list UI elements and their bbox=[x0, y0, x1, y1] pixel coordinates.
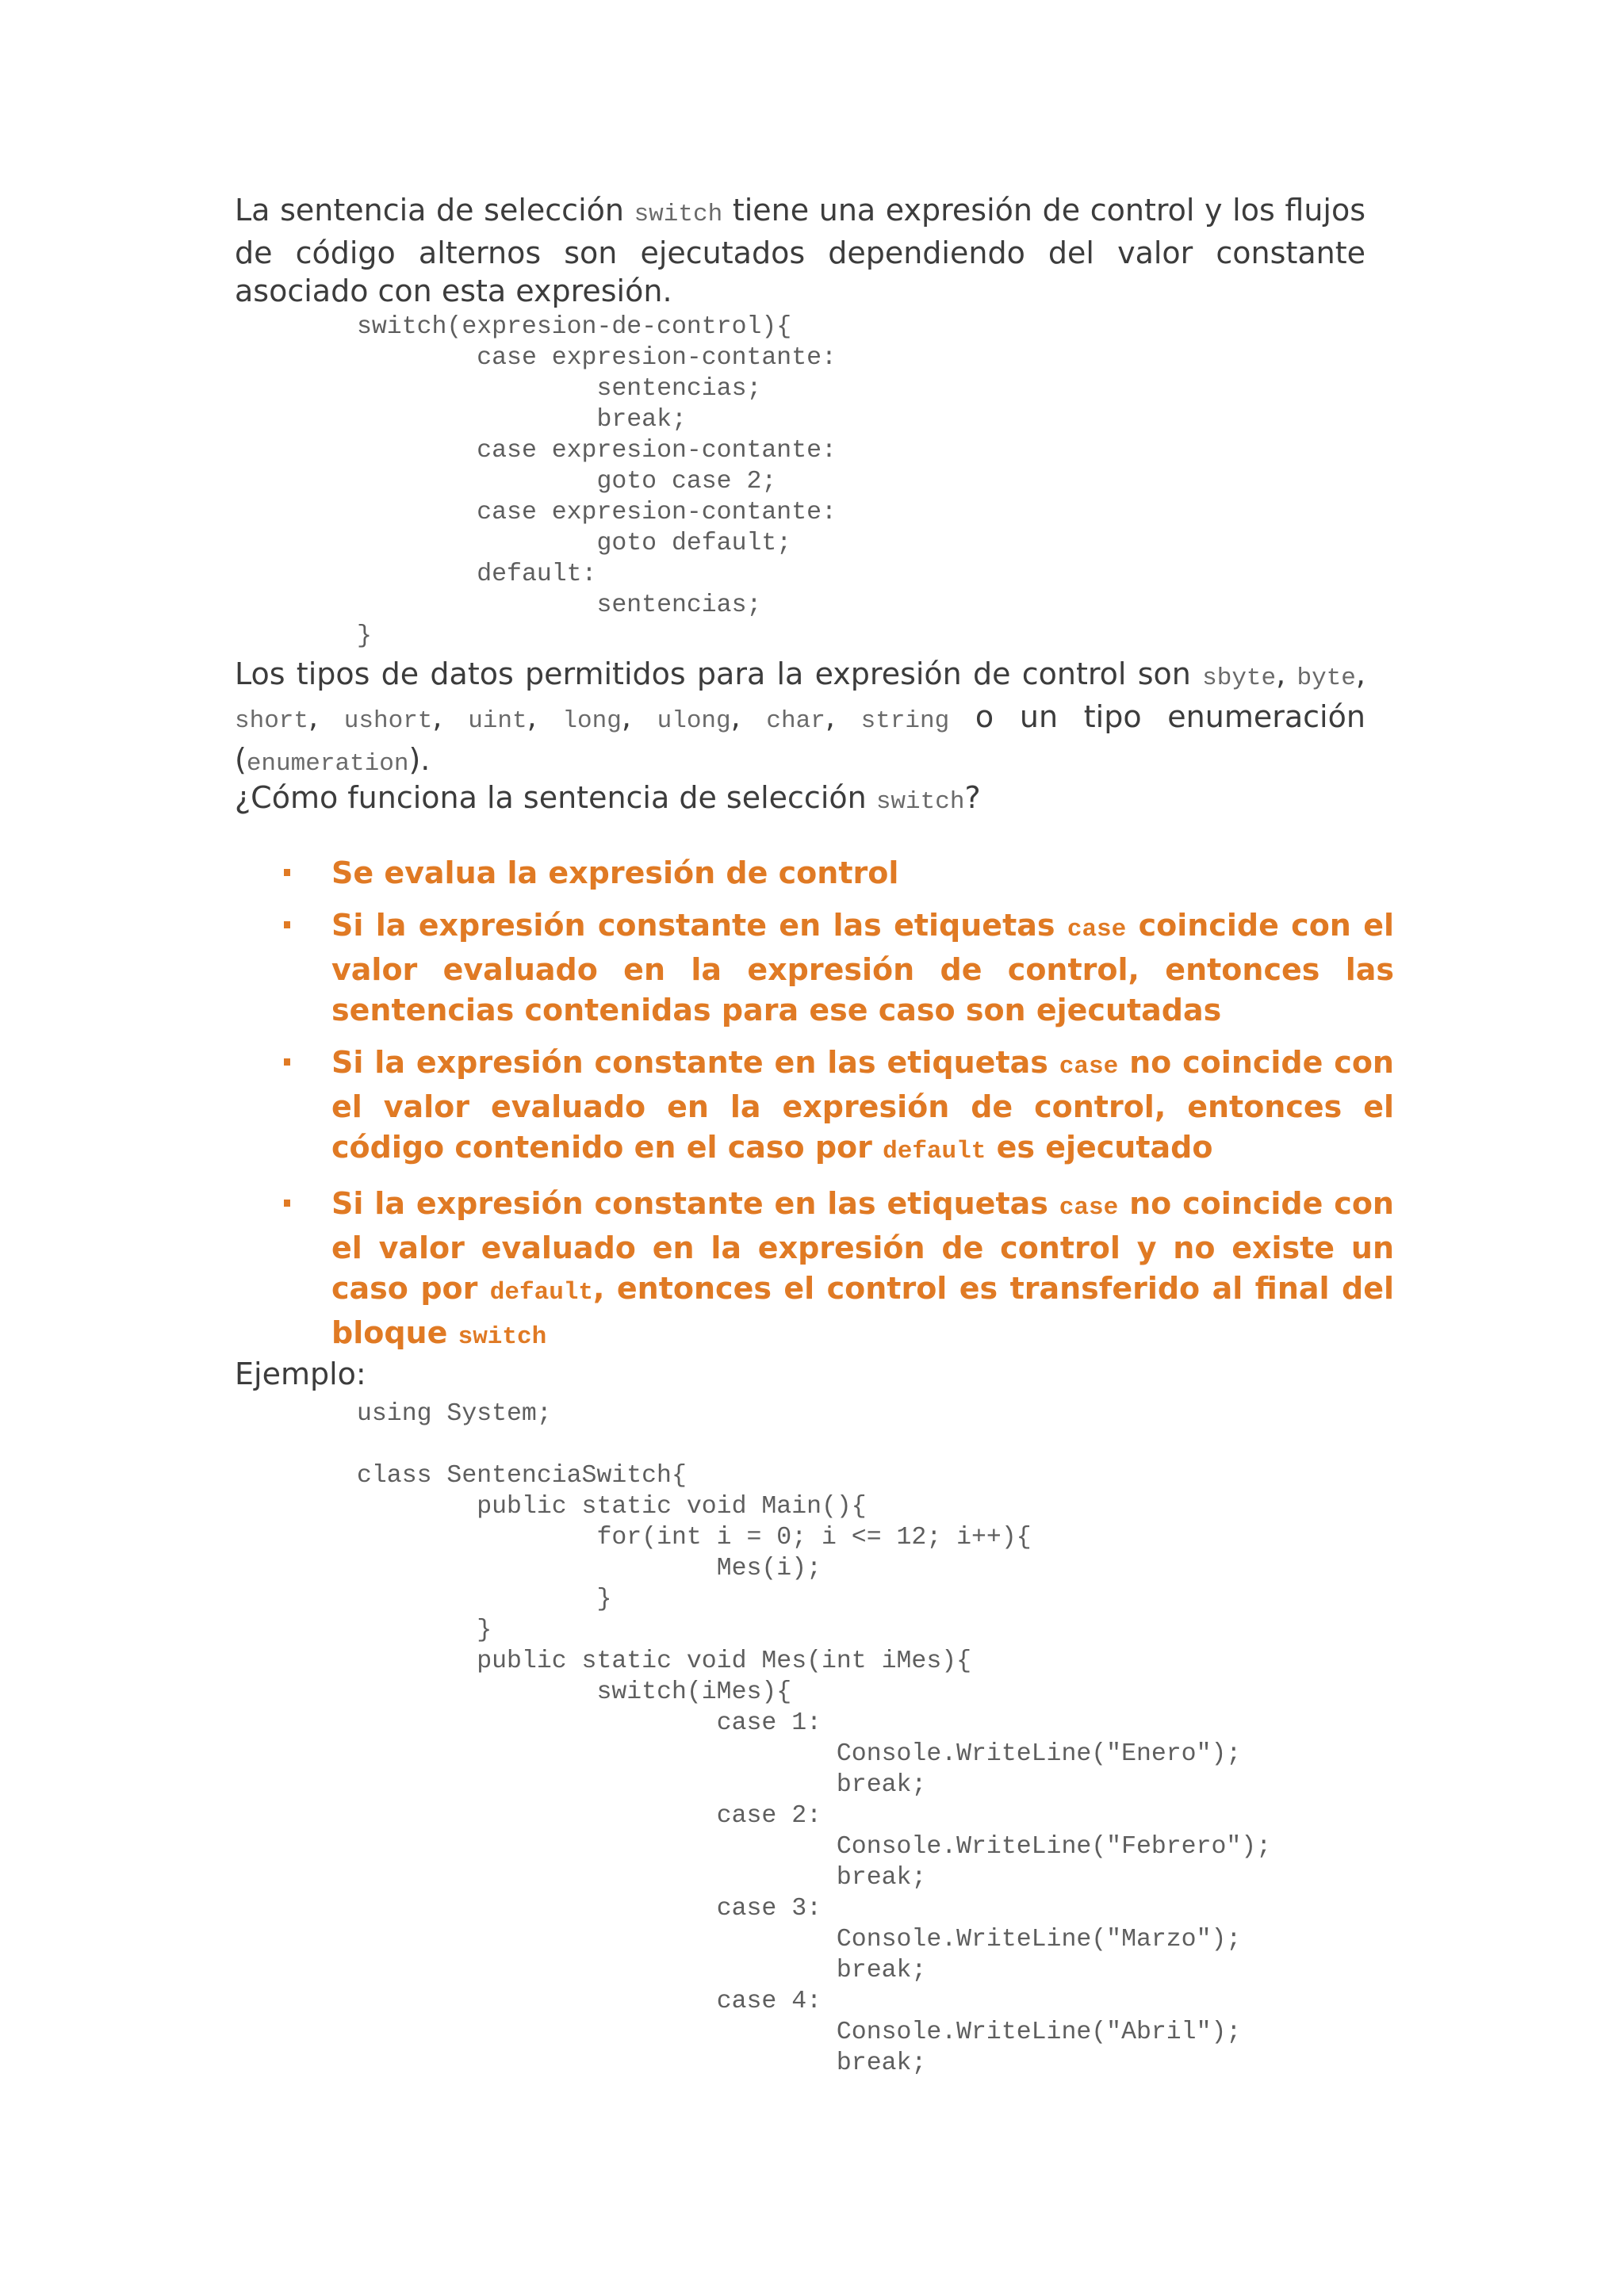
code-line: case 3: bbox=[357, 1895, 822, 1923]
inline-code: case bbox=[1067, 916, 1127, 943]
type-name: ushort bbox=[343, 707, 433, 735]
code-line: } bbox=[357, 1586, 612, 1613]
code-line: break; bbox=[357, 1771, 927, 1799]
type-name: sbyte bbox=[1202, 664, 1277, 692]
code-line: case expresion-contante: bbox=[357, 437, 837, 465]
bullet-text: coincide con el valor evaluado en la expresión de control, entonces las sentencias contenidas para ese caso son ejecutadas bbox=[331, 908, 1394, 1027]
bullet-list bbox=[279, 853, 1394, 1369]
code-line: Console.WriteLine("Abril"); bbox=[357, 2019, 1242, 2046]
types-text: ). bbox=[408, 742, 431, 777]
inline-code: switch bbox=[875, 788, 965, 816]
square-bullet-icon bbox=[284, 869, 290, 876]
bullet-item bbox=[279, 1043, 1394, 1172]
syntax-code-block bbox=[357, 312, 837, 652]
question-text: ¿Cómo funciona la sentencia de selección bbox=[235, 780, 876, 815]
type-name: uint bbox=[468, 707, 527, 735]
type-separator: , bbox=[730, 699, 767, 734]
inline-code: switch bbox=[458, 1323, 547, 1351]
type-separator: , bbox=[825, 699, 861, 734]
code-line: using System; bbox=[357, 1400, 552, 1428]
code-line: public static void Main(){ bbox=[357, 1493, 867, 1521]
code-line: sentencias; bbox=[357, 591, 762, 619]
question-paragraph bbox=[235, 779, 1365, 821]
type-separator: , bbox=[527, 699, 563, 734]
type-name: short bbox=[235, 707, 309, 735]
code-line: switch(expresion-de-control){ bbox=[357, 313, 792, 341]
question-text: ? bbox=[964, 780, 981, 815]
code-line: } bbox=[357, 622, 372, 650]
type-name: ulong bbox=[657, 707, 731, 735]
inline-code: case bbox=[1059, 1053, 1119, 1081]
bullet-text: no coincide con el valor evaluado en la expresión de control y no existe un caso por bbox=[331, 1186, 1394, 1306]
types-text: o un tipo enumeración ( bbox=[235, 699, 1365, 777]
inline-code: enumeration bbox=[246, 750, 409, 778]
code-line: goto default; bbox=[357, 530, 792, 557]
inline-code: switch bbox=[634, 201, 723, 228]
bullet-item bbox=[279, 905, 1394, 1031]
type-separator: , bbox=[621, 699, 657, 734]
code-line: class SentenciaSwitch{ bbox=[357, 1462, 687, 1490]
bullet-text: es ejecutado bbox=[986, 1130, 1213, 1165]
bullet-text: Si la expresión constante en las etiquetas bbox=[331, 1045, 1059, 1080]
code-line: break; bbox=[357, 2049, 927, 2077]
type-name: string bbox=[860, 707, 950, 735]
square-bullet-icon bbox=[284, 1058, 290, 1066]
example-label: Ejemplo: bbox=[235, 1357, 366, 1391]
bullet-text: no coincide con el valor evaluado en la expresión de control, entonces el código contenido en el caso por bbox=[331, 1045, 1394, 1165]
code-line: Mes(i); bbox=[357, 1555, 822, 1582]
bullet-text: Si la expresión constante en las etiquetas bbox=[331, 908, 1067, 943]
code-line: Console.WriteLine("Marzo"); bbox=[357, 1926, 1242, 1954]
inline-code: default bbox=[883, 1138, 986, 1165]
code-line: default: bbox=[357, 561, 597, 588]
bullet-text: , entonces el control es transferido al final del bloque bbox=[331, 1271, 1394, 1350]
intro-paragraph bbox=[235, 191, 1365, 310]
code-line: break; bbox=[357, 406, 687, 434]
type-name: byte bbox=[1297, 664, 1356, 692]
type-separator: , bbox=[1276, 656, 1297, 691]
type-separator: , bbox=[1355, 656, 1365, 691]
intro-text: La sentencia de selección bbox=[235, 193, 634, 228]
code-line: case 4: bbox=[357, 1988, 822, 2015]
types-text: Los tipos de datos permitidos para la expresión de control son bbox=[235, 656, 1203, 691]
code-line: break; bbox=[357, 1957, 927, 1984]
inline-code: default bbox=[489, 1279, 594, 1307]
code-line: switch(iMes){ bbox=[357, 1678, 792, 1706]
bullet-text: Se evalua la expresión de control bbox=[331, 855, 899, 890]
code-line: case 2: bbox=[357, 1802, 822, 1830]
bullet-text: Si la expresión constante en las etiquetas bbox=[331, 1186, 1059, 1221]
square-bullet-icon bbox=[284, 1200, 290, 1207]
square-bullet-icon bbox=[284, 921, 290, 928]
intro-text: tiene una expresión de control y los flujos de código alternos son ejecutados dependiendo del valor constante asociado con esta expresión. bbox=[235, 193, 1366, 308]
code-line: sentencias; bbox=[357, 375, 762, 403]
code-line: Console.WriteLine("Febrero"); bbox=[357, 1833, 1272, 1861]
type-separator: , bbox=[308, 699, 344, 734]
code-line: } bbox=[357, 1617, 492, 1644]
code-line: Console.WriteLine("Enero"); bbox=[357, 1740, 1242, 1768]
code-line: case expresion-contante: bbox=[357, 344, 837, 372]
bullet-item bbox=[279, 1184, 1394, 1357]
example-code-block bbox=[357, 1399, 1271, 2079]
types-paragraph bbox=[235, 655, 1365, 783]
code-line: break; bbox=[357, 1864, 927, 1892]
inline-code: case bbox=[1059, 1194, 1119, 1222]
code-line bbox=[357, 1429, 1271, 1460]
type-name: char bbox=[766, 707, 825, 735]
code-line: for(int i = 0; i <= 12; i++){ bbox=[357, 1524, 1032, 1552]
bullet-item bbox=[279, 853, 1394, 894]
type-name: long bbox=[562, 707, 622, 735]
code-line: case expresion-contante: bbox=[357, 499, 837, 526]
type-separator: , bbox=[432, 699, 469, 734]
code-line: goto case 2; bbox=[357, 468, 777, 496]
code-line: public static void Mes(int iMes){ bbox=[357, 1647, 972, 1675]
code-line: case 1: bbox=[357, 1709, 822, 1737]
